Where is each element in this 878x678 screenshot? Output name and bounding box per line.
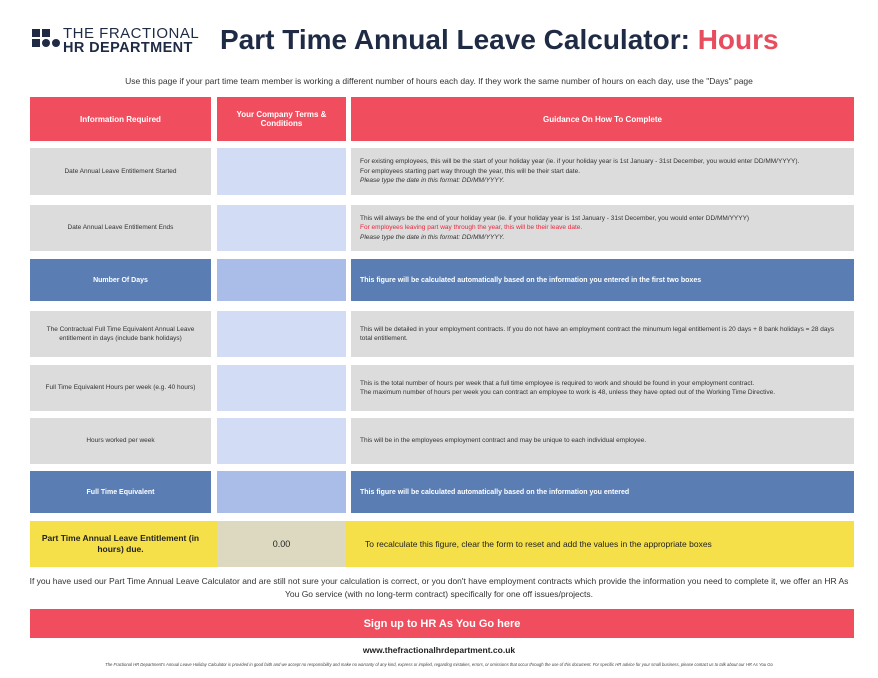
table-header-row [30,97,854,141]
guidance-line: For employees starting part way through the year, this will be their start date. [360,167,581,175]
header-company-terms: Your Company Terms & Conditions [217,97,346,141]
table-row [30,148,854,195]
row-guidance: This figure will be calculated automatically based on the information you entered in the first two boxes [351,259,854,301]
logo-square-icon [32,29,40,37]
row-guidance [351,365,854,411]
row-label: The Contractual Full Time Equivalent Annual Leave entitlement in days (include bank holidays) [30,311,211,357]
logo-text-line2: HR DEPARTMENT [63,40,193,56]
row-label: Full Time Equivalent [30,471,211,513]
row-label: Full Time Equivalent Hours per week (e.g. 40 hours) [30,365,211,411]
page-title [220,24,779,56]
table-row [30,259,854,301]
row-label: Date Annual Leave Entitlement Started [30,148,211,195]
row-label: Number Of Days [30,259,211,301]
table-row [30,471,854,513]
guidance-line: Please type the date in this format: DD/MM/YYYY. [360,233,505,241]
row-label: Hours worked per week [30,418,211,464]
row-guidance: This figure will be calculated automatically based on the information you entered [351,471,854,513]
disclaimer-text: The Fractional HR Department's Annual Leave Holiday Calculator is provided in good faith and we accept no responsibility and make no warranty of any kind, express or implied, regarding mistakes, errors, or omissions that occur through the use of this document. For specific HR advice for your small business, please contact us to talk about our HR As You Go [105,662,773,667]
number-of-days-output [217,259,346,301]
logo-square-icon [42,29,50,37]
full-time-equivalent-output [217,471,346,513]
signup-button[interactable]: Sign up to HR As You Go here [30,609,854,638]
guidance-line: Please type the date in this format: DD/MM/YYYY. [360,177,505,185]
company-logo [30,25,208,57]
row-guidance [351,148,854,195]
result-note: To recalculate this figure, clear the form to reset and add the values in the appropriate boxes [365,539,712,549]
leave-start-date-input[interactable] [217,148,346,195]
page-title-main: Part Time Annual Leave Calculator: [220,24,698,55]
hours-worked-per-week-input[interactable] [217,418,346,464]
result-row [30,521,854,567]
website-link[interactable]: www.thefractionalhrdepartment.co.uk [362,645,516,655]
table-row [30,418,854,464]
row-label: Date Annual Leave Entitlement Ends [30,205,211,251]
fte-hours-per-week-input[interactable] [217,365,346,411]
logo-square-icon [32,39,40,47]
fte-leave-days-input[interactable] [217,311,346,357]
logo-circle-icon [52,39,60,47]
row-guidance: This will be in the employees employment contract and may be unique to each individual employee. [351,418,854,464]
result-value: 0.00 [217,521,346,567]
page-header [0,0,878,70]
intro-text: Use this page if your part time team member is working a different number of hours each day. If they work the same number of hours on each day, use the "Days" page [125,76,753,86]
logo-text-line1: THE FRACTIONAL [63,25,200,42]
guidance-line: The maximum number of hours per week you can contract an employee to work is 48, unless they have opted out of the Working Time Directive. [360,389,775,396]
footer-text: If you have used our Part Time Annual Leave Calculator and are still not sure your calculation is correct, or you don't have employment contracts which provide the information you need to complete it, we offer an HR As You Go service (with no long-term contract) specifically for one off issues/projects. [29,576,849,599]
row-guidance [351,205,854,251]
guidance-line: For employees leaving part way through the year, this will be their leave date. [360,224,583,232]
leave-end-date-input[interactable] [217,205,346,251]
table-row [30,205,854,251]
table-row [30,365,854,411]
row-guidance: This will be detailed in your employment contracts. If you do not have an employment contract the minumum legal entitlement is 20 days + 8 bank holidays = 28 days total entitlement. [351,311,854,357]
header-guidance: Guidance On How To Complete [351,97,854,141]
guidance-line: This is the total number of hours per week that a full time employee is required to work and should be found in your employment contract. [360,379,755,387]
table-row [30,311,854,357]
logo-circle-icon [42,39,50,47]
page-title-accent: Hours [697,24,779,55]
result-label: Part Time Annual Leave Entitlement (in hours) due. [41,532,200,554]
guidance-line: This will always be the end of your holiday year (ie. if your holiday year is 1st January - 31st December, you would enter DD/MM/YYYY) [360,214,750,222]
header-info-required: Information Required [30,97,211,141]
guidance-line: For existing employees, this will be the start of your holiday year (ie. if your holiday year is 1st January - 31st December, you would enter DD/MM/YYYY). [360,158,800,166]
